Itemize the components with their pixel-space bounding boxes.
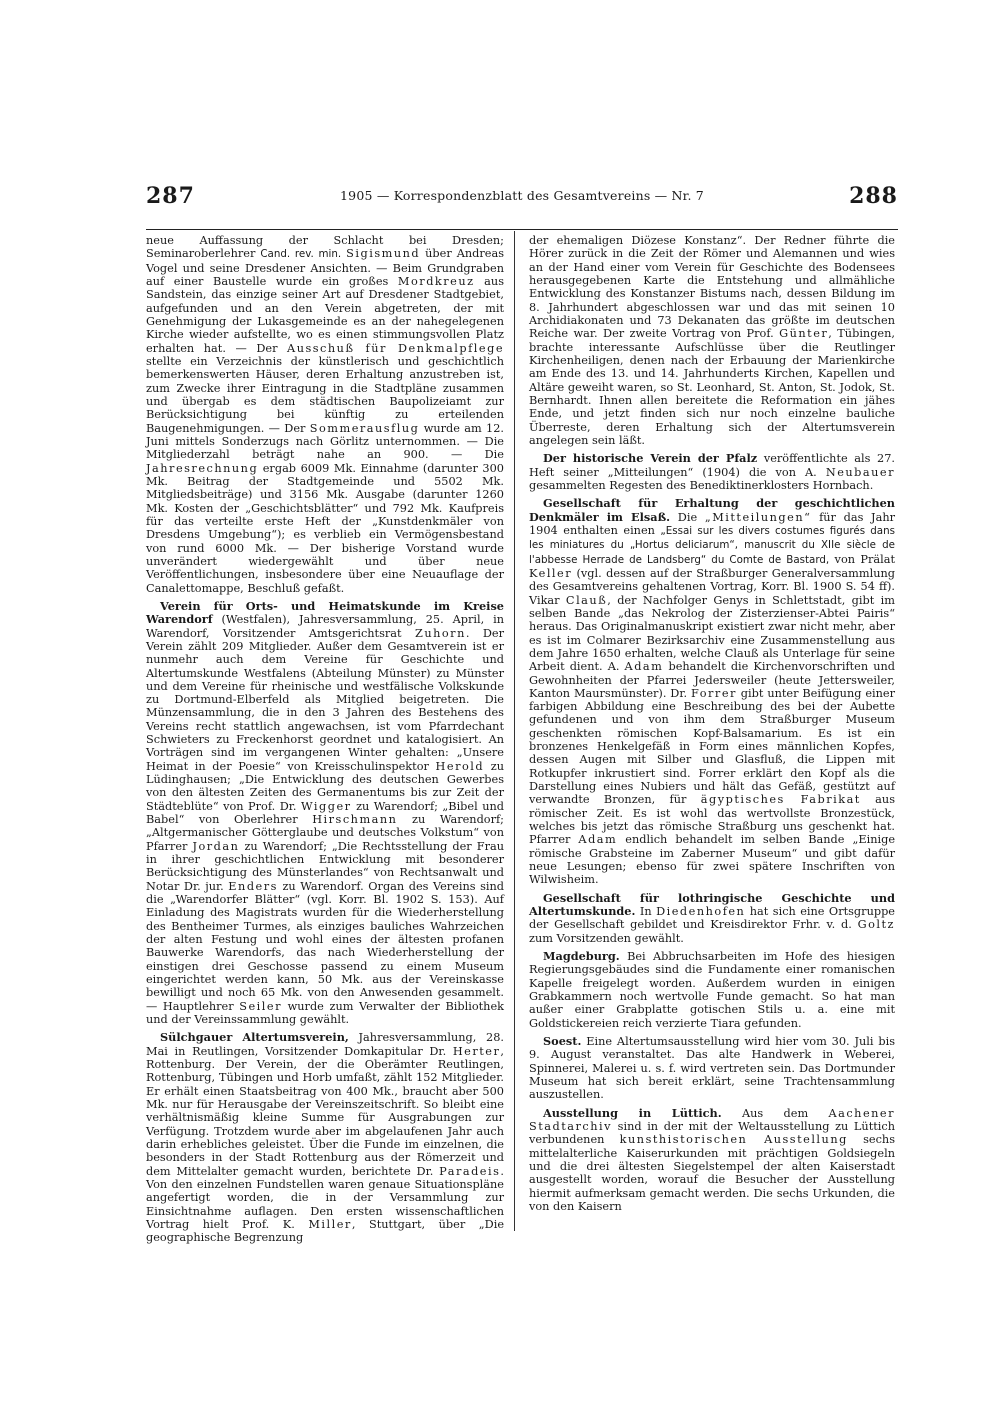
section-heading: Gesellschaft für Erhaltung der geschichtlichen Denkmäler im Elsaß.: [529, 496, 895, 524]
paragraph-elsass: Gesellschaft für Erhaltung der geschichtlichen Denkmäler im Elsaß. Die „Mitteilungen“ für das Jahr 1904 enthalten einen „Essai sur les divers costumes figurés dans les miniatures du „Hortus deliciarum“, manuscrit du XIIe siècle de l'abbesse Herrade de Landsberg“ du Comte de Bastard, von Prälat Keller (vgl. dessen auf der Straßburger Generalversammlung des Gesamtvereins gehaltenen Vortrag, Korr. Bl. 1900 S. 54 ff). Vikar Clauß, der Nachfolger Genys in Schlettstadt, gibt im selben Bande „das Nekrolog der Zisterzienser-Abtei Pairis“ heraus. Das Originalmanuskript existiert zwar nicht mehr, aber es ist im Colmarer Bezirksarchiv eine Zusammenstellung aus dem Jahre 1650 erhalten, welche Clauß als Unterlage für seine Arbeit dient. A. Adam behandelt die Kirchenvorschriften und Gewohnheiten der Pfarrei Jedersweiler (heute Jettersweiler, Kanton Maursmünster). Dr. Forrer gibt unter Beifügung einer farbigen Abbildung eine Beschreibung des bei der Aubette gefundenen und von ihm dem Straßburger Museum geschenkten römischen Kopf-Balsamarium. Es ist ein bronzenes Henkelgefäß in Form eines männlichen Kopfes, dessen Augen mit Silber und Glasfluß, die Lippen mit Rotkupfer inkrustiert sind. Forrer erklärt den Kopf als die Darstellung eines Nubiers und hält das Gefäß, gestützt auf verwandte Bronzen, für ägyptisches Fabrikat aus römischer Zeit. Es ist wohl das wertvollste Bronzestück, welches bis jetzt das römische Straßburg uns geschenkt hat. Pfarrer Adam endlich behandelt im selben Bande „Einige römische Grabsteine im Zaberner Museum“ und gibt dafür neue Lesungen; ebenso für zwei spätere Inschriften von Wilwisheim.: [529, 496, 895, 887]
page-number-right: 288: [849, 183, 898, 209]
section-heading: Gesellschaft für lothringische Geschichte und Altertumskunde.: [529, 890, 895, 919]
paragraph-suelchgau: Sülchgauer Altertumsverein, Jahresversammlung, 28. Mai in Reutlingen, Vorsitzender Domkapitular Dr. Herter, Rottenburg. Der Verein, der die Oberämter Reutlingen, Rottenburg, Tübingen und Horb umfaßt, zählt 152 Mitglieder. Er erhält einen Staatsbeitrag von 400 Mk., braucht aber 500 Mk. nur für Herausgabe der Vereinszeitschrift. So bleibt eine verhältnismäßig kleine Summe für Ausgrabungen zur Verfügung. Trotzdem wurde aber im abgelaufenen Jahr auch darin erhebliches geleistet. Über die Funde im einzelnen, die besonders in der Stadt Rottenburg aus der Römerzeit und dem Mittelalter gemacht wurden, berichtete Dr. Paradeis. Von den einzelnen Fundstellen waren genaue Situationspläne angefertigt worden, die in der Versammlung zur Einsichtnahme auflagen. Den ersten wissenschaftlichen Vortrag hielt Prof. K. Miller, Stuttgart, über „Die geographische Begrenzung: [146, 1030, 505, 1245]
page-header: [146, 183, 898, 213]
header-rule: [146, 229, 898, 230]
section-heading: Ausstellung in Lüttich.: [543, 1105, 722, 1120]
paragraph-luettich: Ausstellung in Lüttich. Aus dem Aachener Stadtarchiv sind in der mit der Weltausstellung zu Lüttich verbundenen kunsthistorischen Ausstellung sechs mittelalterliche Kaiserurkunden mit prächtigen Goldsiegeln und die drei ältesten Siegelstempel der alten Kaiserstadt ausgestellt worden, worauf die Besucher der Ausstellung hiermit aufmerksam gemacht werden. Die sechs Urkunden, die von den Kaisern: [529, 1105, 895, 1213]
paragraph-dresden: neue Auffassung der Schlacht bei Dresden; Seminaroberlehrer Cand. rev. min. Sigismund über Andreas Vogel und seine Dresdener Ansichten. — Beim Grundgraben auf einer Baustelle wurde ein großes Mordkreuz aus Sandstein, das einzige seiner Art auf Dresdener Stadtgebiet, aufgefunden und an den Verein abgetreten, der mit Genehmigung der Lukasgemeinde es an der nahegelegenen Kirche wieder aufstellte, wo es einen stimmungsvollen Platz erhalten hat. — Der Ausschuß für Denkmalpflege stellte ein Verzeichnis der künstlerisch und geschichtlich bemerkenswerten Häuser, deren Erhaltung anzustreben ist, zum Zwecke ihrer Eintragung in die Stadtpläne zusammen und übergab es dem städtischen Baupolizeiamt zur Berücksichtigung bei künftig zu erteilenden Baugenehmigungen. — Der Sommerausflug wurde am 12. Juni mittels Sonderzugs nach Görlitz unternommen. — Die Mitgliederzahl beträgt nahe an 900. — Die Jahresrechnung ergab 6009 Mk. Einnahme (darunter 300 Mk. Beitrag der Stadtgemeinde und 5502 Mk. Mitgliedsbeiträge) und 3156 Mk. Ausgabe (darunter 1260 Mk. Kosten der „Geschichtsblätter“ und 792 Mk. Kaufpreis für das verteilte erste Heft der „Kunstdenkmäler von Dresdens Umgebung“); es verblieb ein Vermögensbestand von rund 6000 Mk. — Der bisherige Vorstand wurde unverändert wiedergewählt und über neue Veröffentlichungen, insbesondere über eine Neuauflage der Canalettomappe, Beschluß gefaßt.: [146, 234, 505, 595]
paragraph-soest: Soest. Eine Altertumsausstellung wird hier vom 30. Juli bis 9. August veranstaltet. Das alte Handwerk in Weberei, Spinnerei, Malerei u. s. f. wird vertreten sein. Das Dortmunder Museum hat sich bereit erklärt, seine Trachtensammlung auszustellen.: [529, 1034, 895, 1102]
section-heading: Magdeburg.: [543, 949, 620, 964]
running-title: 1905 — Korrespondenzblatt des Gesamtvereins — Nr. 7: [340, 188, 704, 203]
paragraph-warendorf: Verein für Orts- und Heimatskunde im Kreise Warendorf (Westfalen), Jahresversammlung, 25. April, in Warendorf, Vorsitzender Amtsgerichtsrat Zuhorn. Der Verein zählt 209 Mitglieder. Außer dem Gesamtverein ist er nunmehr auch dem Vereine für Geschichte und Altertumskunde Westfalens (Abteilung Münster) zu Münster und dem Vereine für rheinische und westfälische Volkskunde zu Dortmund-Elberfeld als Mitglied beigetreten. Die Münzensammlung, die in den 3 Jahren des Bestehens des Vereins recht stattlich angewachsen, ist vom Pfarrdechant Schwieters zu Freckenhorst geordnet und katalogisiert. An Vorträgen sind im vergangenen Winter gehalten: „Unsere Heimat in der Poesie“ von Kreisschulinspektor Herold zu Lüdinghausen; „Die Entwicklung des deutschen Gewerbes von den ältesten Zeiten des Germanentums bis zur Zeit der Städteblüte“ von Prof. Dr. Wigger zu Warendorf; „Bibel und Babel“ von Oberlehrer Hirschmann zu Warendorf; „Altgermanischer Götterglaube und deutsches Volkstum“ von Pfarrer Jordan zu Warendorf; „Die Rechtsstellung der Frau in ihrer geschichtlichen Entwicklung mit besonderer Berücksichtigung des Münsterlandes“ von Rechtsanwalt und Notar Dr. jur. Enders zu Warendorf. Organ des Vereins sind die „Warendorfer Blätter“ (vgl. Korr. Bl. 1902 S. 153). Auf Einladung des Magistrats wurden für die Wiederherstellung des Bentheimer Turmes, als einziges bauliches Wahrzeichen der alten Festung und wohl eines der ältesten profanen Bauwerke Warendorfs, das nach Wiederherstellung der einstigen drei Geschosse passend zu einem Museum eingerichtet werden kann, 50 Mk. aus der Vereinskasse bewilligt und noch 65 Mk. von den Anwesenden gesammelt. — Hauptlehrer Seiler wurde zum Verwalter der Bibliothek und der Vereinssammlung gewählt.: [146, 598, 505, 1027]
left-column: [146, 234, 505, 1245]
paragraph-konstanz: der ehemaligen Diözese Konstanz“. Der Redner führte die Hörer zurück in die Zeit der Römer und Alemannen und wies an der Hand einer vom Verein für Geschichte des Bodensees herausgegebenen Karte die Entstehung und allmähliche Entwicklung des Konstanzer Bistums nach, dessen Bildung im 8. Jahrhundert abgeschlossen war und das mit seinen 10 Archidiakonaten und 73 Dekanaten das größte im deutschen Reiche war. Der zweite Vortrag von Prof. Günter, Tübingen, brachte interessante Aufschlüsse über die Reutlinger Kirchenheiligen, denen nach der Erbauung der Marienkirche am Ende des 13. und 14. Jahrhunderts Kirchen, Kapellen und Altäre geweiht waren, so St. Leonhard, St. Anton, St. Jodok, St. Bernhardt. Ihnen allen bereitete die Reformation ein jähes Ende, und jetzt finden sich nur noch einzelne bauliche Überreste, deren Erhaltung sich der Altertumsverein angelegen sein läßt.: [529, 234, 895, 447]
paragraph-magdeburg: Magdeburg. Bei Abbruchsarbeiten im Hofe des hiesigen Regierungsgebäudes sind die Fundamente einer romanischen Kapelle freigelegt worden. Außerdem wurden in einigen Grabkammern noch wertvolle Funde gemacht. So hat man außer einer Grabplatte gotischen Stils u. a. eine mit Goldstickereien reich verzierte Tiara gefunden.: [529, 949, 895, 1030]
page-number-left: 287: [146, 183, 195, 209]
section-heading: Verein für Orts- und Heimatskunde im Kreise Warendorf: [146, 598, 504, 627]
right-column: [529, 234, 895, 1234]
paragraph-lothringen: Gesellschaft für lothringische Geschichte und Altertumskunde. In Diedenhofen hat sich eine Ortsgruppe der Gesellschaft gebildet und Kreisdirektor Frhr. v. d. Goltz zum Vorsitzenden gewählt.: [529, 890, 895, 945]
section-heading: Der historische Verein der Pfalz: [543, 451, 758, 466]
paragraph-pfalz: Der historische Verein der Pfalz veröffentlichte als 27. Heft seiner „Mitteilungen“ (1904) die von A. Neubauer gesammelten Regesten des Benediktinerklosters Hornbach.: [529, 451, 895, 492]
column-divider: [514, 231, 515, 1231]
section-heading: Soest.: [543, 1034, 582, 1049]
section-heading: Sülchgauer Altertumsverein,: [160, 1030, 349, 1045]
